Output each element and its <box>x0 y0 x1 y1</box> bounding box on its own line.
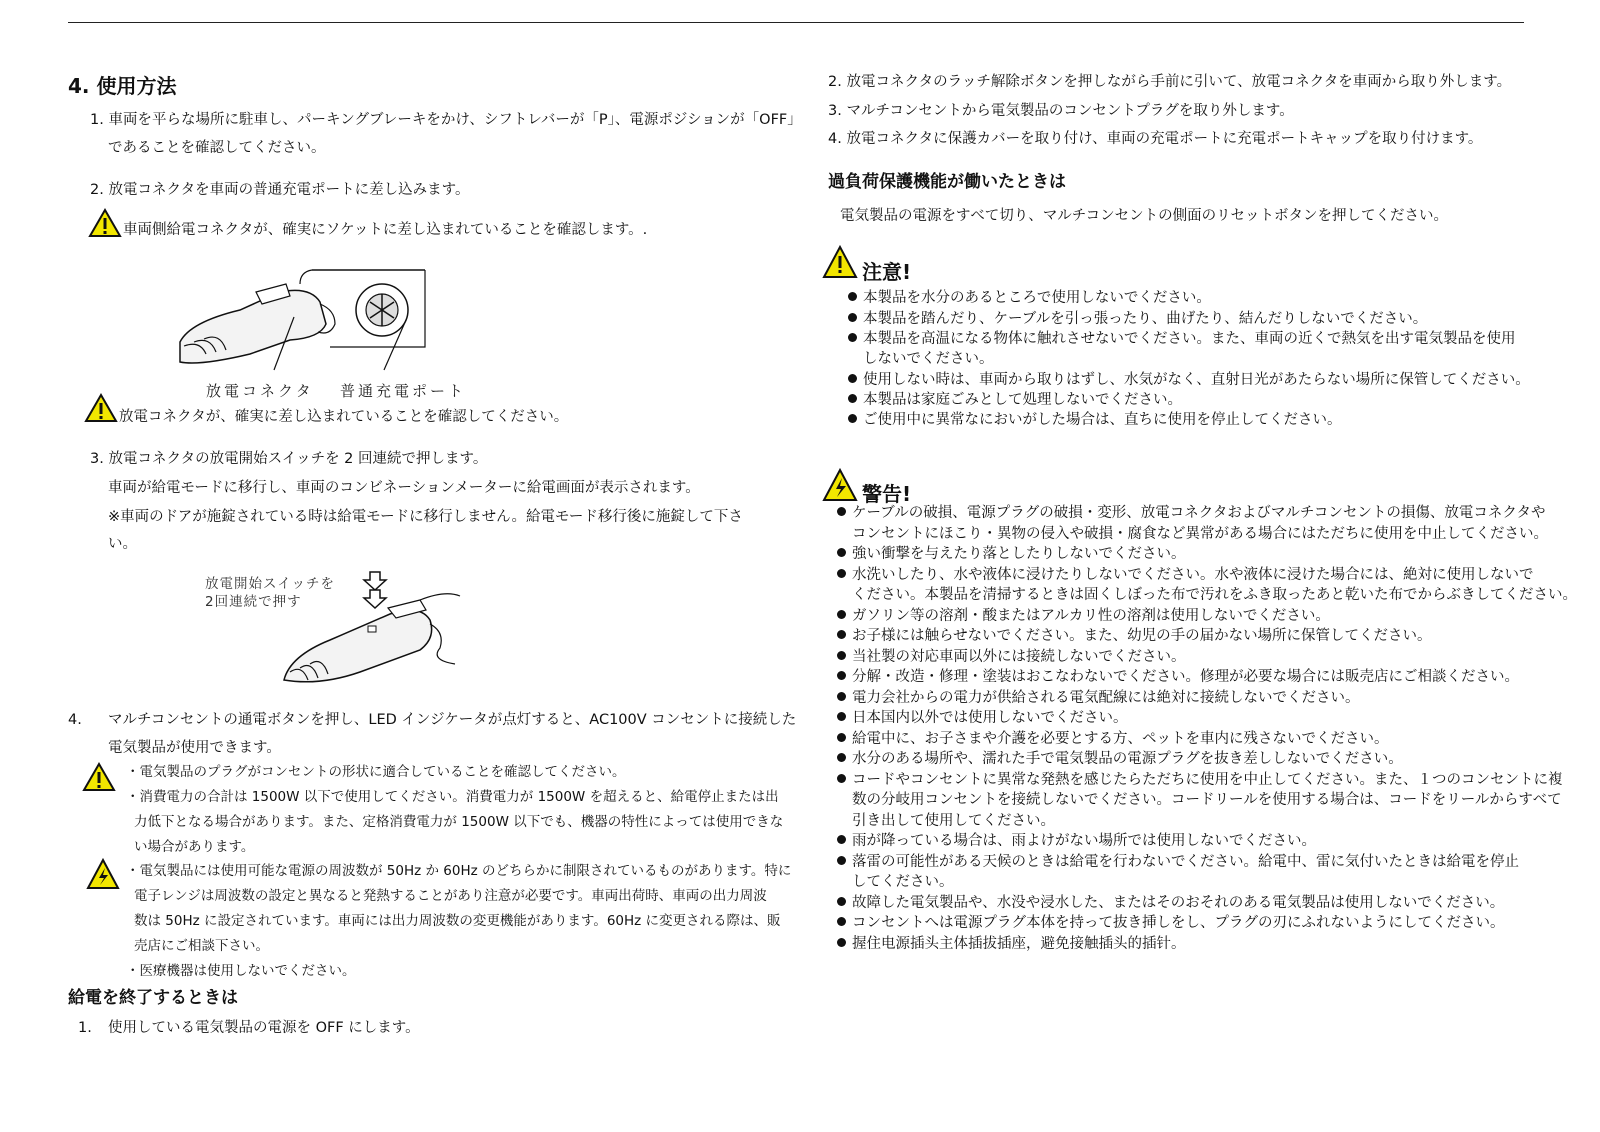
caution-item-text: 本製品を高温になる物体に触れさせないでください。また、車両の近くで熱気を出す電気製品を使用 <box>863 331 1516 347</box>
step2-text: 2. 放電コネクタを車両の普通充電ポートに差し込みます。 <box>90 182 470 198</box>
warning-item-text: 落雷の可能性がある天候のときは給電を行わないでください。給電中、雷に気付いたときは給電を停止 <box>852 854 1519 870</box>
warning-item-text: コードやコンセントに異常な発熱を感じたらただちに使用を中止してください。また、１つのコンセントに複 <box>852 772 1563 788</box>
warning-item <box>837 770 1563 790</box>
end-step1-number: 1. <box>78 1020 92 1036</box>
caution-a-line4: い場合があります。 <box>134 839 255 855</box>
bullet-icon <box>837 630 846 639</box>
bullet-icon <box>837 856 846 865</box>
warning-item-continued <box>852 790 1562 810</box>
caution-a-line2: ・消費電力の合計は 1500W 以下で使用してください。消費電力が 1500W を超えると、給電停止または出 <box>126 789 779 805</box>
warning-item <box>837 667 1519 687</box>
step3-line1: 3. 放電コネクタの放電開始スイッチを 2 回連続で押します。 <box>90 451 488 467</box>
bullet-icon <box>837 651 846 660</box>
warning-item-text: 握住电源插头主体插拔插座，避免接触插头的插针。 <box>852 936 1186 952</box>
warning-triangle-icon <box>84 393 118 423</box>
warning-item-text: 給電中に、お子さまや介護を必要とする方、ペットを車内に残さないでください。 <box>852 731 1389 747</box>
caution-b-line3: 数は 50Hz に設定されています。車両には出力周波数の変更機能があります。60Hz に変更される際は、販 <box>134 913 781 929</box>
warning-item-text: 強い衝撃を与えたり落としたりしないでください。 <box>852 546 1186 562</box>
caution-item <box>848 370 1530 390</box>
electric-hazard-icon <box>86 858 120 890</box>
caution-b-line1: ・電気製品には使用可能な電源の周波数が 50Hz か 60Hz のどちらかに制限されているものがあります。特に <box>126 863 792 879</box>
top-rule <box>68 22 1524 23</box>
warning-item <box>837 749 1403 769</box>
bullet-icon <box>837 610 846 619</box>
warning-item-text: ガソリン等の溶剤・酸またはアルカリ性の溶剤は使用しないでください。 <box>852 608 1330 624</box>
caution-title: 注意! <box>862 260 912 284</box>
caution-item-text: 本製品を水分のあるところで使用しないでください。 <box>863 290 1211 306</box>
warning-item-continued <box>852 872 954 892</box>
warning-item <box>837 565 1534 585</box>
figure2-label1: 放電開始スイッチを <box>205 576 335 592</box>
warning-item <box>837 729 1389 749</box>
caution-item-text: 本製品は家庭ごみとして処理しないでください。 <box>863 392 1182 408</box>
warning-item-continued <box>852 811 1055 831</box>
end-step3: 3. マルチコンセントから電気製品のコンセントプラグを取り外します。 <box>828 103 1294 119</box>
caution-item-text: ご使用中に異常なにおいがした場合は、直ちに使用を停止してください。 <box>863 412 1342 428</box>
connector-figure <box>170 262 440 377</box>
warning-item <box>837 831 1316 851</box>
warning-item <box>837 647 1186 667</box>
warning-triangle-icon <box>82 762 116 792</box>
warning-title: 警告! <box>862 482 912 506</box>
bullet-icon <box>837 753 846 762</box>
warning-item-text: 水洗いしたり、水や液体に浸けたりしないでください。水や液体に浸けた場合には、絶対に使用しないで <box>852 567 1534 583</box>
step4-number: 4. <box>68 712 82 728</box>
overload-text: 電気製品の電源をすべて切り、マルチコンセントの側面のリセットボタンを押してください。 <box>840 208 1448 224</box>
warning-item <box>837 852 1519 872</box>
warning-item <box>837 544 1186 564</box>
warning-item-text: 日本国内以外では使用しないでください。 <box>852 710 1128 726</box>
caution-b-line5: ・医療機器は使用しないでください。 <box>126 963 356 979</box>
bullet-icon <box>837 917 846 926</box>
bullet-icon <box>837 774 846 783</box>
step4-line2: 電気製品が使用できます。 <box>108 740 281 756</box>
warning-item <box>837 893 1504 913</box>
overload-title: 過負荷保護機能が働いたときは <box>828 172 1066 192</box>
connector-warning: 放電コネクタが、確実に差し込まれていることを確認してください。 <box>119 409 569 425</box>
warning-item <box>837 606 1330 626</box>
step2-warning: 車両側給電コネクタが、確実にソケットに差し込まれていることを確認します。. <box>123 222 648 238</box>
warning-item-text: コンセントにほこり・異物の侵入や破損・腐食など異常がある場合にはただちに使用を中止してください。 <box>852 526 1548 542</box>
caution-b-line4: 売店にご相談下さい。 <box>134 938 269 954</box>
bullet-icon <box>837 733 846 742</box>
figure2-label2: 2回連続で押す <box>205 594 302 610</box>
warning-item <box>837 934 1186 954</box>
warning-item-text: 水分のある場所や、濡れた手で電気製品の電源プラグを抜き差ししないでください。 <box>852 751 1403 767</box>
step1-line2: であることを確認してください。 <box>108 140 326 156</box>
caution-item <box>848 390 1182 410</box>
caution-item <box>848 309 1427 329</box>
warning-item-text: 電力会社からの電力が供給される電気配線には絶対に接続しないでください。 <box>852 690 1360 706</box>
bullet-icon <box>837 692 846 701</box>
figure-label-port: 普通充電ポート <box>340 382 467 400</box>
warning-item-text: お子様には触らせないでください。また、幼児の手の届かない場所に保管してください。 <box>852 628 1432 644</box>
end-step1: 使用している電気製品の電源を OFF にします。 <box>108 1020 420 1036</box>
warning-item-text: ケーブルの破損、電源プラグの破損・変形、放電コネクタおよびマルチコンセントの損傷、放電コネクタや <box>852 505 1546 521</box>
warning-item-text: 数の分岐用コンセントを接続しないでください。コードリールを使用する場合は、コードをリールからすべて <box>852 792 1562 808</box>
caution-item <box>848 329 1516 349</box>
warning-item-continued <box>852 585 1577 605</box>
warning-triangle-icon <box>822 245 858 279</box>
warning-item-text: ください。本製品を清掃するときは固くしぼった布で汚れをふき取ったあと乾いた布でからぶきしてください。 <box>852 587 1577 603</box>
bullet-icon <box>837 938 846 947</box>
caution-item-text: 使用しない時は、車両から取りはずし、水気がなく、直射日光があたらない場所に保管してください。 <box>863 372 1530 388</box>
bullet-icon <box>848 292 857 301</box>
caution-item-text: 本製品を踏んだり、ケーブルを引っ張ったり、曲げたり、結んだりしないでください。 <box>863 311 1428 327</box>
bullet-icon <box>848 394 857 403</box>
warning-item <box>837 688 1360 708</box>
warning-item-text: してください。 <box>852 874 954 890</box>
warning-triangle-icon <box>88 208 122 238</box>
switch-figure <box>270 568 470 688</box>
warning-item-text: 故障した電気製品や、水没や浸水した、またはそのおそれのある電気製品は使用しないでください。 <box>852 895 1505 911</box>
figure-label-connector: 放電コネクタ <box>206 382 314 400</box>
end-step4: 4. 放電コネクタに保護カバーを取り付け、車両の充電ポートに充電ポートキャップを取り付けます。 <box>828 131 1483 147</box>
caution-item <box>848 410 1342 430</box>
section-title: 4. 使用方法 <box>68 74 177 98</box>
bullet-icon <box>837 548 846 557</box>
bullet-icon <box>848 374 857 383</box>
warning-item <box>837 503 1546 523</box>
step4-line1: マルチコンセントの通電ボタンを押し、LED インジケータが点灯すると、AC100V コンセントに接続した <box>108 712 797 728</box>
bullet-icon <box>837 569 846 578</box>
bullet-icon <box>848 333 857 342</box>
warning-item-text: コンセントへは電源プラグ本体を持って抜き挿しをし、プラグの刃にふれないようにしてください。 <box>852 915 1505 931</box>
step3-line4: い。 <box>108 536 137 552</box>
bullet-icon <box>848 414 857 423</box>
warning-item-text: 分解・改造・修理・塗装はおこなわないでください。修理が必要な場合には販売店にご相談ください。 <box>852 669 1519 685</box>
warning-item-text: 引き出して使用してください。 <box>852 813 1055 829</box>
bullet-icon <box>848 313 857 322</box>
end-title: 給電を終了するときは <box>68 988 238 1008</box>
bullet-icon <box>837 507 846 516</box>
step1-line1: 1. 車両を平らな場所に駐車し、パーキングブレーキをかけ、シフトレバーが「P」、電源ポジションが「OFF」 <box>90 112 802 128</box>
step3-line2: 車両が給電モードに移行し、車両のコンビネーションメーターに給電画面が表示されます。 <box>108 480 700 496</box>
bullet-icon <box>837 897 846 906</box>
caution-b-line2: 電子レンジは周波数の設定と異なると発熱することがあり注意が必要です。車両出荷時、車両の出力周波 <box>134 888 767 904</box>
caution-item <box>848 288 1211 308</box>
electric-hazard-icon <box>822 468 858 502</box>
warning-item <box>837 626 1432 646</box>
bullet-icon <box>837 712 846 721</box>
warning-item-text: 雨が降っている場合は、雨よけがない場所では使用しないでください。 <box>852 833 1316 849</box>
caution-item-continued: しないでください。 <box>863 351 994 367</box>
warning-item <box>837 913 1505 933</box>
warning-item-text: 当社製の対応車両以外には接続しないでください。 <box>852 649 1186 665</box>
end-step2: 2. 放電コネクタのラッチ解除ボタンを押しながら手前に引いて、放電コネクタを車両から取り外します。 <box>828 74 1512 90</box>
step3-line3: ※車両のドアが施錠されている時は給電モードに移行しません。給電モード移行後に施錠して下さ <box>108 509 743 525</box>
bullet-icon <box>837 835 846 844</box>
warning-item-continued <box>852 524 1548 544</box>
bullet-icon <box>837 671 846 680</box>
caution-a-line3: 力低下となる場合があります。また、定格消費電力が 1500W 以下でも、機器の特性によっては使用できな <box>134 814 784 830</box>
caution-a-line1: ・電気製品のプラグがコンセントの形状に適合していることを確認してください。 <box>126 764 626 780</box>
warning-item <box>837 708 1128 728</box>
